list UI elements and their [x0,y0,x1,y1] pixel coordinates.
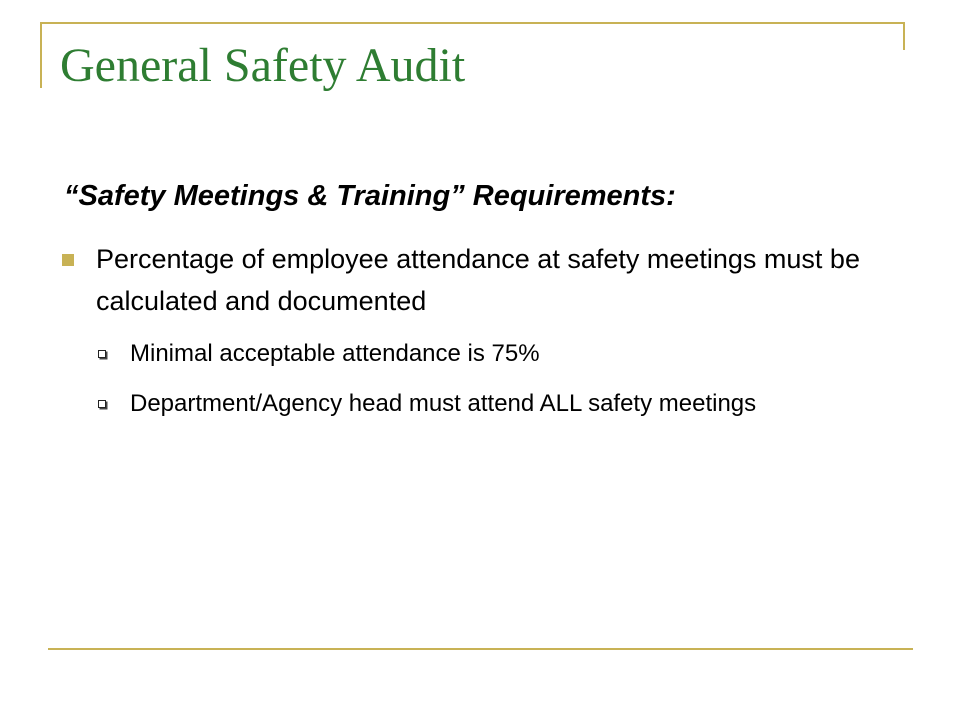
sub-bullet-text: Minimal acceptable attendance is 75% [130,340,540,367]
slide-title: General Safety Audit [60,39,466,92]
frame-bottom-rule [48,648,913,650]
hollow-square-bullet-icon [98,350,106,358]
filled-square-bullet-icon [62,254,74,266]
frame-top-rule [40,22,905,24]
frame-left-rule [40,22,42,88]
section-heading: “Safety Meetings & Training” Requirements: [64,180,676,212]
sub-bullet-text: Department/Agency head must attend ALL safety meetings [130,390,757,417]
bullet-text: Percentage of employee attendance at safety meetings must be calculated and documented [96,244,860,316]
frame-right-rule [903,22,905,50]
hollow-square-bullet-icon [98,400,106,408]
